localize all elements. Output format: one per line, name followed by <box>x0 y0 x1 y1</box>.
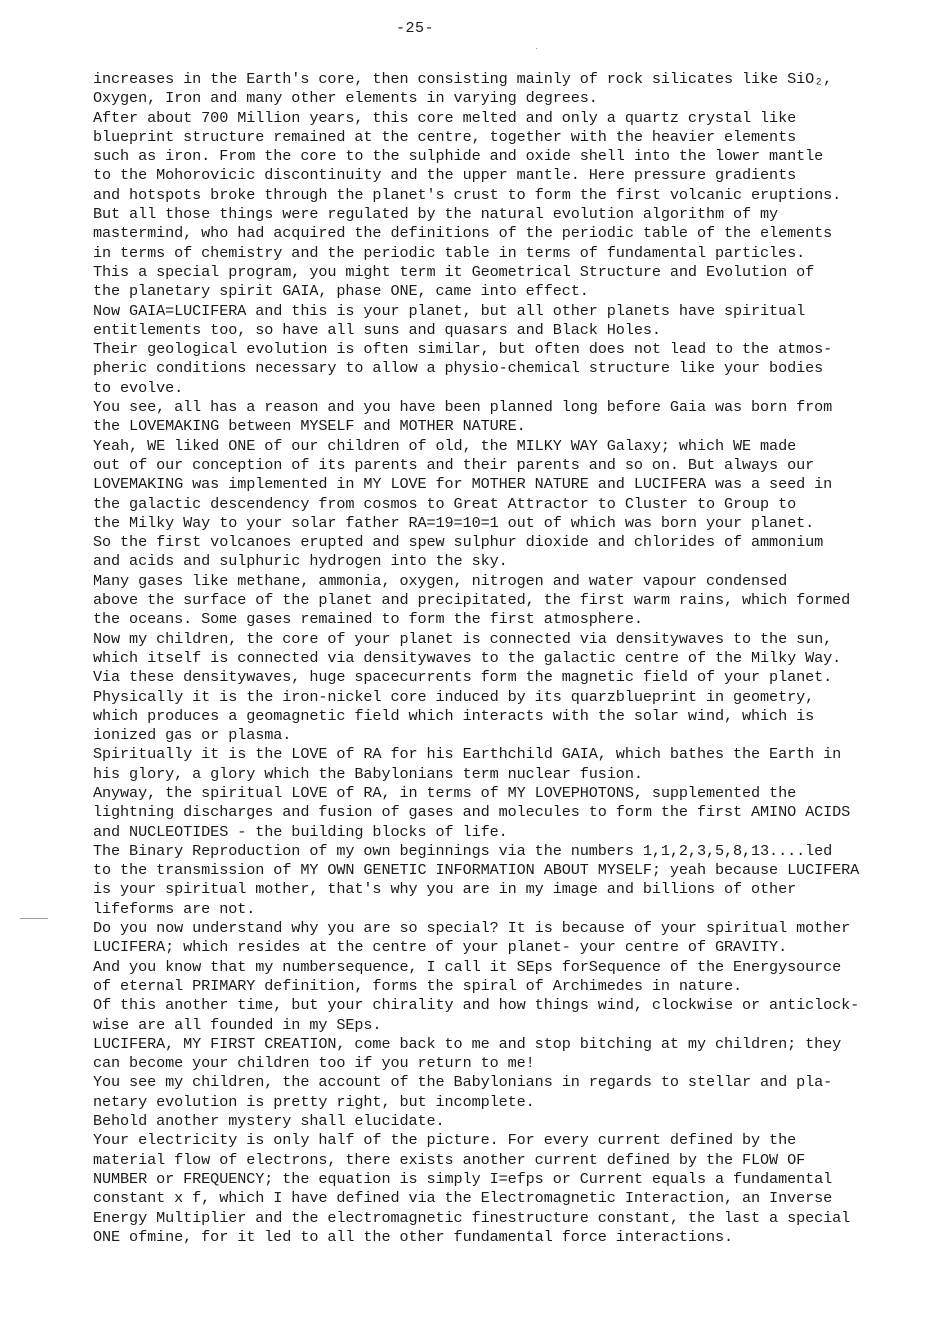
text-line: Of this another time, but your chirality and how things wind, clockwise or anticlock- <box>93 996 860 1015</box>
text-line: which itself is connected via densitywaves to the galactic centre of the Milky Way. <box>93 648 842 667</box>
text-line: Via these densitywaves, huge spacecurrents form the magnetic field of your planet. <box>93 668 833 687</box>
text-line: LOVEMAKING was implemented in MY LOVE for MOTHER NATURE and LUCIFERA was a seed in <box>93 475 833 494</box>
text-line: And you know that my numbersequence, I call it SEps forSequence of the Energysource <box>93 957 842 976</box>
text-line: But all those things were regulated by the natural evolution algorithm of my <box>93 205 779 224</box>
text-line: entitlements too, so have all suns and quasars and Black Holes. <box>93 320 661 339</box>
text-line: the Milky Way to your solar father RA=19=10=1 out of which was born your planet. <box>93 513 815 532</box>
text-line: Energy Multiplier and the electromagnetic finestructure constant, the last a special <box>93 1208 851 1227</box>
text-line: material flow of electrons, there exists another current defined by the FLOW OF <box>93 1150 806 1169</box>
text-line: NUMBER or FREQUENCY; the equation is simply I=efps or Current equals a fundamental <box>93 1169 833 1188</box>
margin-dot <box>536 48 537 49</box>
text-line: and hotspots broke through the planet's crust to form the first volcanic eruptions. <box>93 185 842 204</box>
text-line: This a special program, you might term it Geometrical Structure and Evolution of <box>93 262 815 281</box>
text-line: wise are all founded in my SEps. <box>93 1015 382 1034</box>
text-line: and NUCLEOTIDES - the building blocks of life. <box>93 822 508 841</box>
text-line: lifeforms are not. <box>93 899 256 918</box>
text-line: Their geological evolution is often similar, but often does not lead to the atmos- <box>93 340 833 359</box>
text-line: the planetary spirit GAIA, phase ONE, came into effect. <box>93 282 589 301</box>
text-line: and acids and sulphuric hydrogen into the sky. <box>93 552 508 571</box>
text-line: You see, all has a reason and you have been planned long before Gaia was born from <box>93 398 833 417</box>
margin-mark <box>20 918 48 919</box>
text-line: Anyway, the spiritual LOVE of RA, in terms of MY LOVEPHOTONS, supplemented the <box>93 783 797 802</box>
text-line: to evolve. <box>93 378 184 397</box>
text-line: netary evolution is pretty right, but incomplete. <box>93 1092 535 1111</box>
text-line: the oceans. Some gases remained to form the first atmosphere. <box>93 610 643 629</box>
text-line: Behold another mystery shall elucidate. <box>93 1112 445 1131</box>
text-line: constant x f, which I have defined via the Electromagnetic Interaction, an Inverse <box>93 1189 833 1208</box>
text-line: LUCIFERA; which resides at the centre of your planet- your centre of GRAVITY. <box>93 938 788 957</box>
text-line: Do you now understand why you are so special? It is because of your spiritual mother <box>93 919 851 938</box>
text-line: to the Mohorovicic discontinuity and the upper mantle. Here pressure gradients <box>93 166 797 185</box>
text-line: increases in the Earth's core, then consisting mainly of rock silicates like SiO₂, <box>93 70 833 88</box>
text-line: The Binary Reproduction of my own beginnings via the numbers 1,1,2,3,5,8,13....led <box>93 841 833 860</box>
text-line: You see my children, the account of the Babylonians in regards to stellar and pla- <box>93 1073 833 1092</box>
text-line: of eternal PRIMARY definition, forms the spiral of Archimedes in nature. <box>93 976 743 995</box>
text-line: out of our conception of its parents and their parents and so on. But always our <box>93 455 815 474</box>
text-line: pheric conditions necessary to allow a physio-chemical structure like your bodies <box>93 359 824 378</box>
text-line: lightning discharges and fusion of gases and molecules to form the first AMINO ACIDS <box>93 803 851 822</box>
text-line: his glory, a glory which the Babylonians term nuclear fusion. <box>93 764 643 783</box>
text-line: Now my children, the core of your planet is connected via densitywaves to the sun, <box>93 629 833 648</box>
text-line: such as iron. From the core to the sulphide and oxide shell into the lower mantle <box>93 147 824 166</box>
text-line: the LOVEMAKING between MYSELF and MOTHER NATURE. <box>93 417 526 436</box>
text-line: which produces a geomagnetic field which interacts with the solar wind, which is <box>93 706 815 725</box>
text-line: ionized gas or plasma. <box>93 726 292 745</box>
body-text <box>93 70 913 1247</box>
text-line: can become your children too if you return to me! <box>93 1054 535 1073</box>
text-line: Yeah, WE liked ONE of our children of old, the MILKY WAY Galaxy; which WE made <box>93 436 797 455</box>
text-line: ONE ofmine, for it led to all the other fundamental force interactions. <box>93 1227 733 1246</box>
text-line: mastermind, who had acquired the definitions of the periodic table of the elements <box>93 224 833 243</box>
page-number: -25- <box>395 20 434 37</box>
text-line: After about 700 Million years, this core melted and only a quartz crystal like <box>93 108 797 127</box>
text-line: Physically it is the iron-nickel core induced by its quarzblueprint in geometry, <box>93 687 815 706</box>
text-line: the galactic descendency from cosmos to Great Attractor to Cluster to Group to <box>93 494 797 513</box>
text-line: Now GAIA=LUCIFERA and this is your planet, but all other planets have spiritual <box>93 301 806 320</box>
text-line: in terms of chemistry and the periodic table in terms of fundamental particles. <box>93 243 806 262</box>
text-line: is your spiritual mother, that's why you are in my image and billions of other <box>93 880 797 899</box>
text-line: LUCIFERA, MY FIRST CREATION, come back to me and stop bitching at my children; they <box>93 1034 842 1053</box>
text-line: Oxygen, Iron and many other elements in varying degrees. <box>93 89 598 108</box>
text-line: above the surface of the planet and precipitated, the first warm rains, which formed <box>93 591 851 610</box>
text-line: Spiritually it is the LOVE of RA for his Earthchild GAIA, which bathes the Earth in <box>93 745 842 764</box>
text-line: So the first volcanoes erupted and spew sulphur dioxide and chlorides of ammonium <box>93 533 824 552</box>
text-line: to the transmission of MY OWN GENETIC INFORMATION ABOUT MYSELF; yeah because LUCIFERA <box>93 861 860 880</box>
text-line: blueprint structure remained at the centre, together with the heavier elements <box>93 127 797 146</box>
text-line: Your electricity is only half of the picture. For every current defined by the <box>93 1131 797 1150</box>
text-line: Many gases like methane, ammonia, oxygen, nitrogen and water vapour condensed <box>93 571 788 590</box>
